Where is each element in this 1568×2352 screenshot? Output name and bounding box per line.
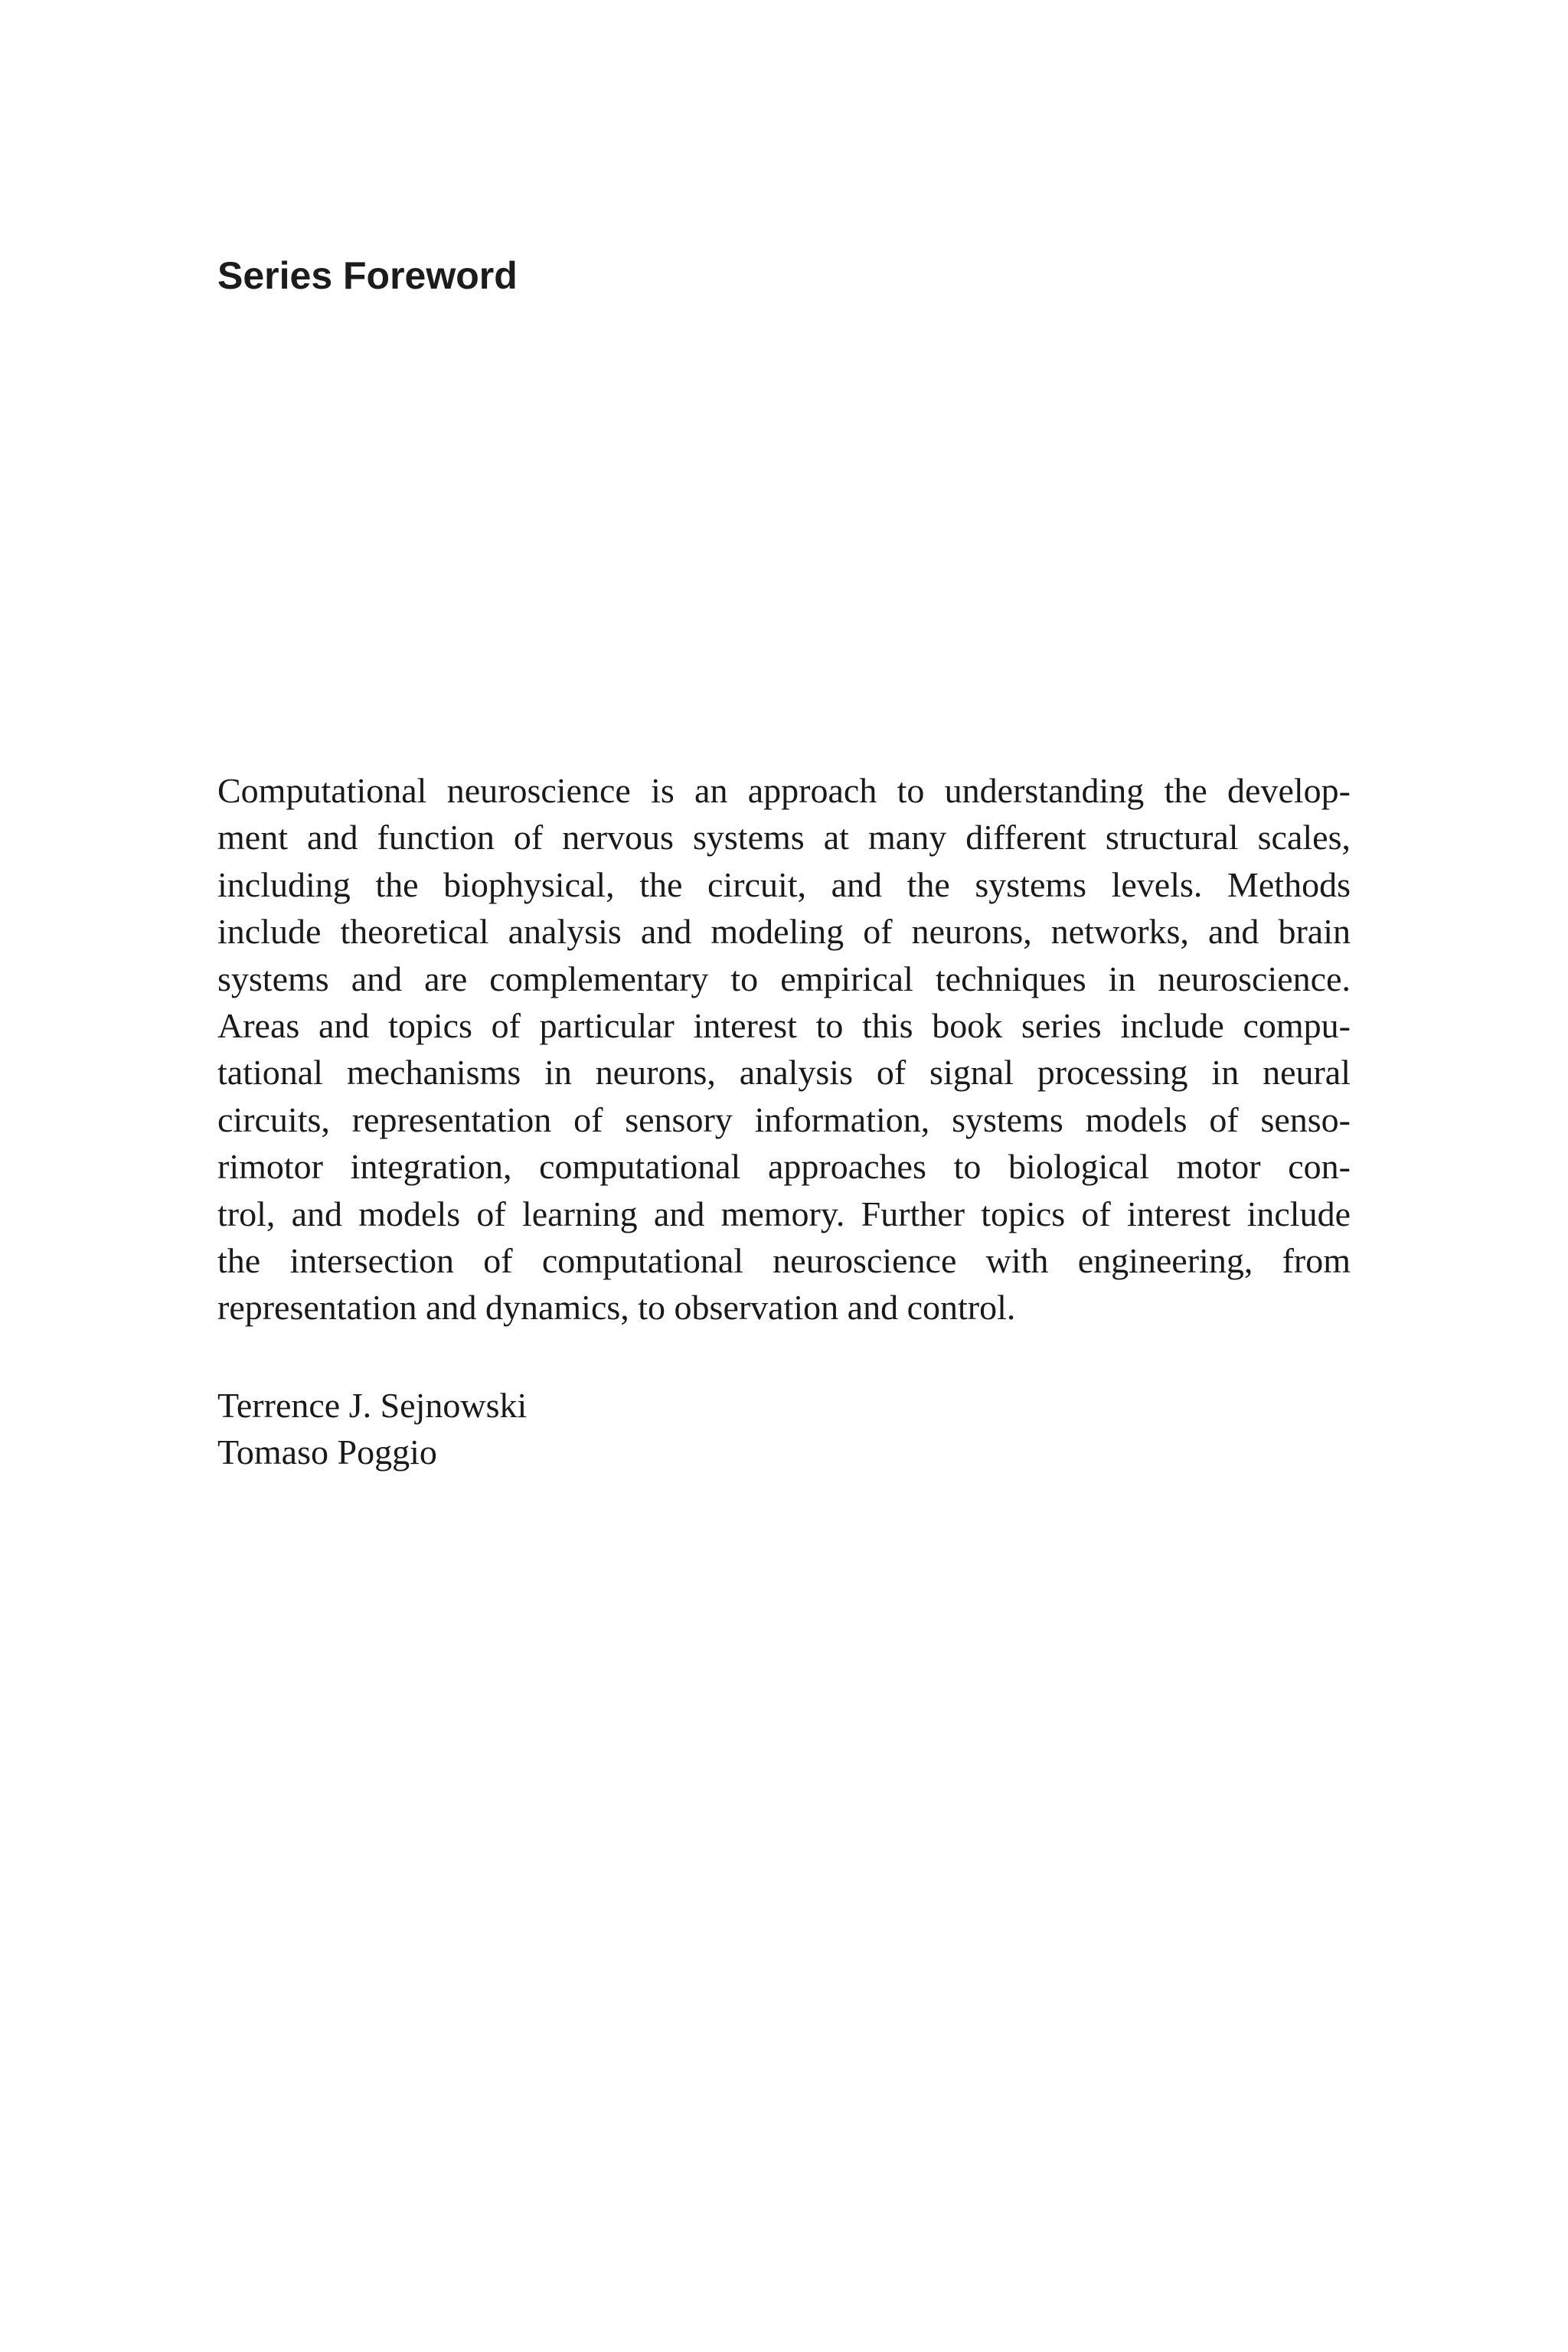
paragraph-line: Computational neuroscience is an approach to understanding the develop- bbox=[217, 771, 1351, 810]
paragraph-line: tational mechanisms in neurons, analysis of signal processing in neural bbox=[217, 1053, 1351, 1093]
foreword-paragraph bbox=[217, 767, 1351, 1331]
paragraph-line: ment and function of nervous systems at many different structural scales, bbox=[217, 818, 1351, 858]
paragraph-line: Areas and topics of particular interest to this book series include compu- bbox=[217, 1005, 1351, 1045]
signature-name: Terrence J. Sejnowski bbox=[217, 1386, 528, 1425]
paragraph-line: including the biophysical, the circuit, and the systems levels. Methods bbox=[217, 864, 1351, 904]
page-title: Series Foreword bbox=[217, 254, 518, 297]
paragraph-line: rimotor integration, computational approaches to biological motor con- bbox=[217, 1147, 1351, 1187]
paragraph-line: circuits, representation of sensory information, systems models of senso- bbox=[217, 1099, 1351, 1139]
paragraph-line: include theoretical analysis and modeling of neurons, networks, and brain bbox=[217, 912, 1351, 952]
paragraph-line: systems and are complementary to empirical techniques in neuroscience. bbox=[217, 959, 1351, 998]
paragraph-line: trol, and models of learning and memory. Further topics of interest include bbox=[217, 1194, 1351, 1233]
paragraph-line: representation and dynamics, to observation and control. bbox=[217, 1288, 1016, 1328]
signature-block bbox=[217, 1382, 527, 1476]
paragraph-line: the intersection of computational neuroscience with engineering, from bbox=[217, 1240, 1351, 1280]
signature-name: Tomaso Poggio bbox=[217, 1432, 437, 1472]
